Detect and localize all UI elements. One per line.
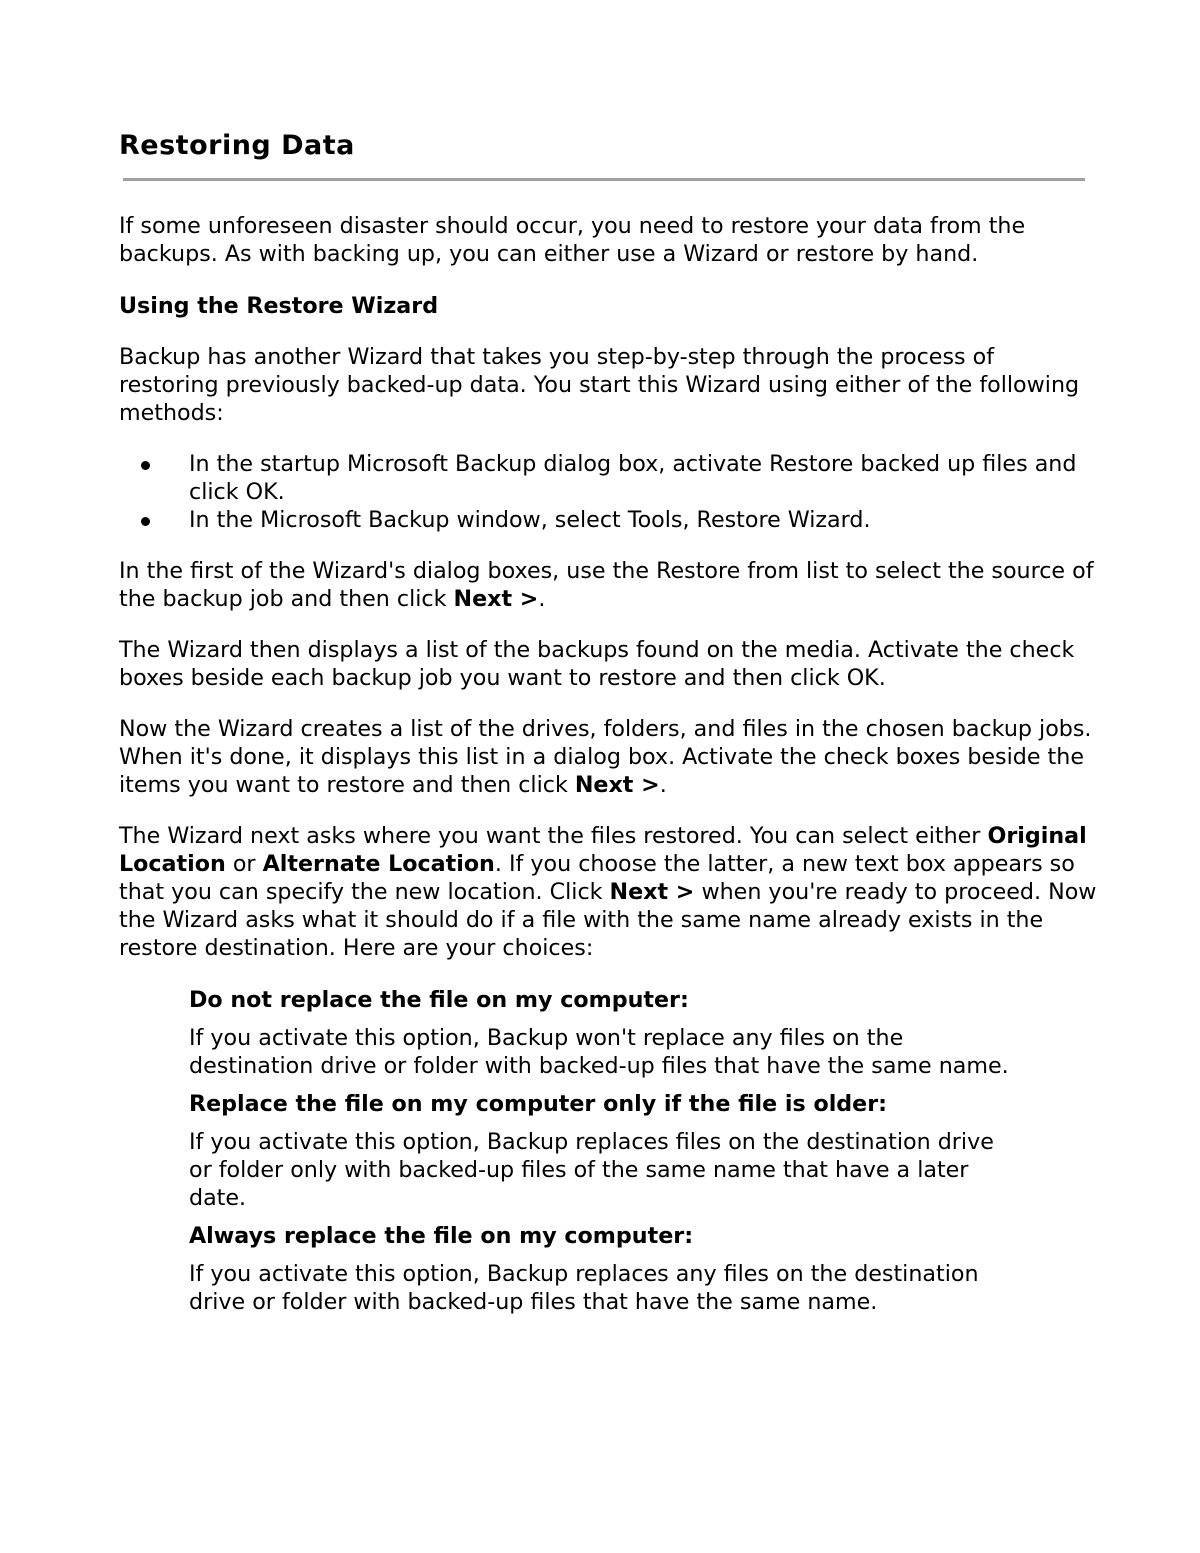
step3-end: . xyxy=(659,772,667,798)
choice-description: If you activate this option, Backup replaces files on the destination drive or folder only with backed-up files of the same name that have a later date. xyxy=(189,1129,994,1211)
list-item xyxy=(119,450,1099,506)
step4-text-3: . If you choose the latter, a new text box appears so that you can specify the new location. Click xyxy=(119,851,1075,905)
choice-description: If you activate this option, Backup replaces any files on the destination drive or folder with backed-up files that have the same name. xyxy=(189,1261,979,1315)
step1-end: . xyxy=(538,586,546,612)
intro-paragraph: If some unforeseen disaster should occur, you need to restore your data from the backups. As with backing up, you can either use a Wizard or restore by hand. xyxy=(119,213,1026,267)
step3-paragraph xyxy=(119,715,1099,799)
replace-choices xyxy=(189,986,1099,1316)
page-title: Restoring Data xyxy=(119,130,355,161)
list-item xyxy=(119,506,1099,534)
choice-description: If you activate this option, Backup won't replace any files on the destination drive or folder with backed-up files that have the same name. xyxy=(189,1025,1009,1079)
step4-text-1: The Wizard next asks where you want the files restored. You can select either xyxy=(119,823,988,849)
bullet-icon xyxy=(141,517,150,526)
method-list xyxy=(119,450,1099,534)
step4-paragraph xyxy=(119,822,1099,962)
step4-text-2: or xyxy=(225,851,263,877)
step2-paragraph: The Wizard then displays a list of the backups found on the media. Activate the check boxes beside each backup job you want to restore and then click OK. xyxy=(119,637,1075,691)
list-item-text: In the Microsoft Backup window, select Tools, Restore Wizard. xyxy=(189,507,871,533)
title-divider xyxy=(123,178,1085,181)
list-item-text: In the startup Microsoft Backup dialog box, activate Restore backed up files and click OK. xyxy=(189,451,1077,505)
choice-title: Always replace the file on my computer: xyxy=(189,1223,694,1249)
alternate-location-label: Alternate Location xyxy=(262,851,495,877)
original-location-label: Original Location xyxy=(119,823,1087,877)
step1-next-label: Next > xyxy=(453,586,539,612)
section-heading: Using the Restore Wizard xyxy=(119,293,439,319)
step1-paragraph xyxy=(119,557,1099,613)
bullet-icon xyxy=(141,461,150,470)
step3-next-label: Next > xyxy=(574,772,660,798)
step4-text-4: when you're ready to proceed. Now the Wizard asks what it should do if a file with the same name already exists in the restore destination. Here are your choices: xyxy=(119,879,1097,961)
document-page xyxy=(119,126,1099,1316)
step1-text: In the first of the Wizard's dialog boxes, use the Restore from list to select the source of the backup job and then click xyxy=(119,558,1094,612)
choice-title: Do not replace the file on my computer: xyxy=(189,987,689,1013)
choice-title: Replace the file on my computer only if the file is older: xyxy=(189,1091,888,1117)
step3-text: Now the Wizard creates a list of the drives, folders, and files in the chosen backup jobs. When it's done, it displays this list in a dialog box. Activate the check boxes beside the items you want to restore and then click xyxy=(119,716,1092,798)
wizard-intro-paragraph: Backup has another Wizard that takes you step-by-step through the process of restoring previously backed-up data. You start this Wizard using either of the following methods: xyxy=(119,344,1080,426)
step4-next-label: Next > xyxy=(609,879,695,905)
